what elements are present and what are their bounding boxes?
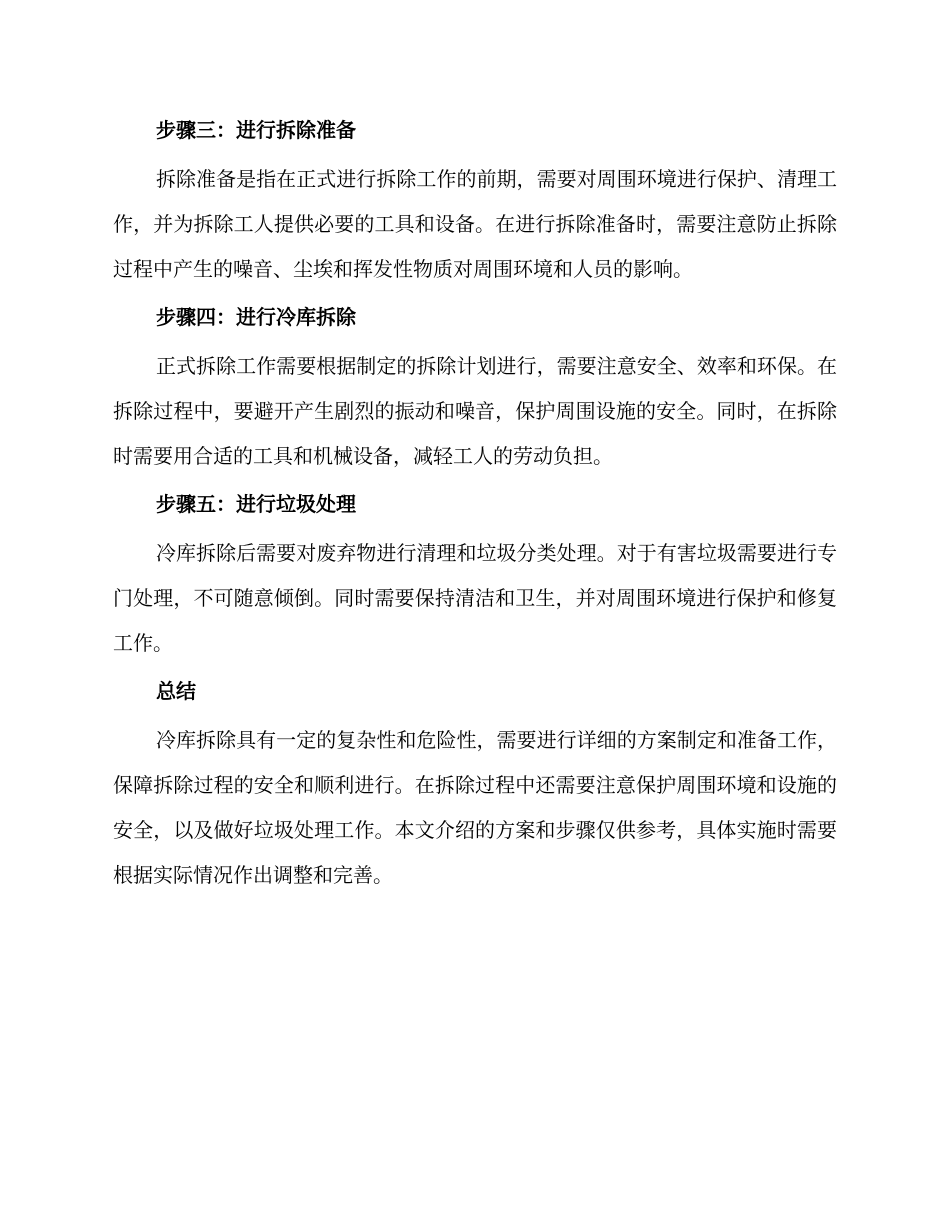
- section-paragraph-step-3: 拆除准备是指在正式进行拆除工作的前期，需要对周围环境进行保护、清理工作，并为拆除工人提供必要的工具和设备。在进行拆除准备时，需要注意防止拆除过程中产生的噪音、尘埃和挥发性物质对周围环境和人员的影响。: [113, 167, 837, 281]
- section-paragraph-summary: 冷库拆除具有一定的复杂性和危险性，需要进行详细的方案制定和准备工作，保障拆除过程的安全和顺利进行。在拆除过程中还需要注意保护周围环境和设施的安全，以及做好垃圾处理工作。本文介绍的方案和步骤仅供参考，具体实施时需要根据实际情况作出调整和完善。: [113, 728, 837, 887]
- section-heading-summary: 总结: [156, 679, 196, 703]
- document-body: [113, 108, 837, 898]
- section-paragraph-step-4: 正式拆除工作需要根据制定的拆除计划进行，需要注意安全、效率和环保。在拆除过程中，要避开产生剧烈的振动和噪音，保护周围设施的安全。同时，在拆除时需要用合适的工具和机械设备，减轻工人的劳动负担。: [113, 354, 837, 468]
- section-paragraph-step-5: 冷库拆除后需要对废弃物进行清理和垃圾分类处理。对于有害垃圾需要进行专门处理，不可随意倾倒。同时需要保持清洁和卫生，并对周围环境进行保护和修复工作。: [113, 541, 837, 655]
- section-heading-step-3: 步骤三：进行拆除准备: [156, 118, 356, 142]
- section-heading-step-4: 步骤四：进行冷库拆除: [156, 305, 356, 329]
- section-heading-step-5: 步骤五：进行垃圾处理: [156, 492, 356, 516]
